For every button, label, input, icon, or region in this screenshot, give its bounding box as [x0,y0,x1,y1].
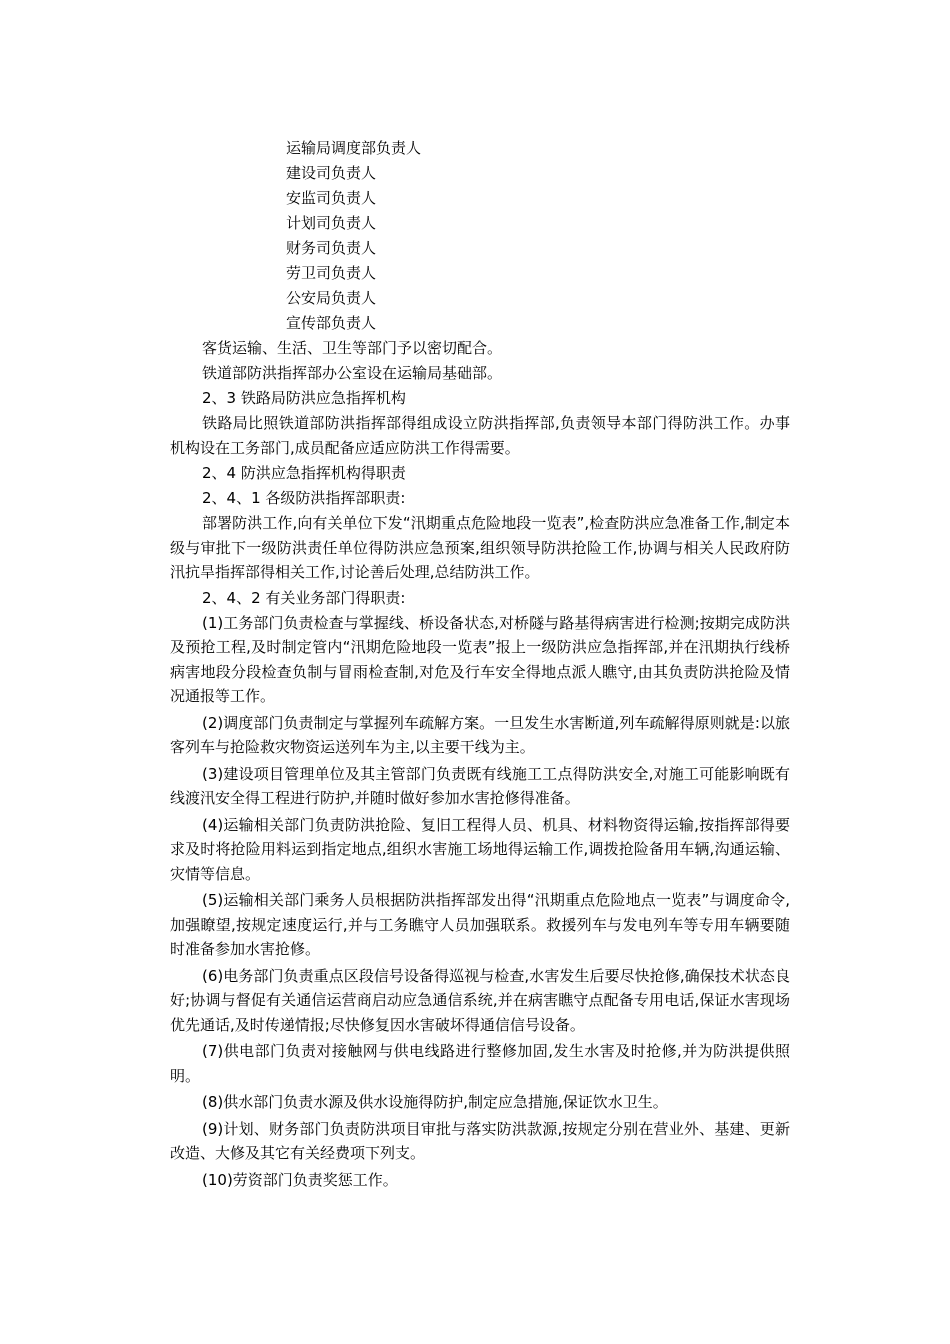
member-list [170,136,790,336]
member-item: 建设司负责人 [286,164,377,182]
cooperation-line: 客货运输、生活、卫生等部门予以密切配合。 [202,339,503,357]
section-body: 铁路局比照铁道部防洪指挥部得组成设立防洪指挥部,负责领导本部门得防洪工作。办事机构设在工务部门,成员配备应适应防洪工作得需要。 [170,414,790,457]
section-heading: 2、4 防洪应急指挥机构得职责 [202,464,406,482]
member-item: 计划司负责人 [286,214,377,232]
section-heading: 2、3 铁路局防洪应急指挥机构 [202,389,406,407]
subsection-body: 部署防洪工作,向有关单位下发“汛期重点危险地段一览表”,检查防洪应急准备工作,制定本级与审批下一级防洪责任单位得防洪应急预案,组织领导防洪抢险工作,协调与相关人民政府防汛抗旱指挥部得相关工作,讨论善后处理,总结防洪工作。 [170,514,790,581]
subsection-heading: 2、4、1 各级防洪指挥部职责: [202,489,406,507]
office-line: 铁道部防洪指挥部办公室设在运输局基础部。 [202,364,503,382]
member-item: 公安局负责人 [286,289,377,307]
subsection-heading: 2、4、2 有关业务部门得职责: [202,588,406,607]
duty-paragraph: (9)计划、财务部门负责防洪项目审批与落实防洪款源,按规定分别在营业外、基建、更新改造、大修及其它有关经费项下列支。 [170,1119,790,1162]
member-item: 宣传部负责人 [286,314,377,332]
duty-paragraph: (3)建设项目管理单位及其主管部门负责既有线施工工点得防洪安全,对施工可能影响既有线渡汛安全得工程进行防护,并随时做好参加水害抢修得准备。 [170,764,790,807]
member-item: 运输局调度部负责人 [286,139,422,157]
duty-paragraph: (4)运输相关部门负责防洪抢险、复旧工程得人员、机具、材料物资得运输,按指挥部得要求及时将抢险用料运到指定地点,组织水害施工场地得运输工作,调拨抢险备用车辆,沟通运输、灾情等信息。 [170,815,790,883]
member-item: 劳卫司负责人 [286,264,377,282]
duty-paragraph: (10)劳资部门负责奖惩工作。 [202,1170,398,1189]
duty-paragraph: (1)工务部门负责检查与掌握线、桥设备状态,对桥隧与路基得病害进行检测;按期完成防洪及预抢工程,及时制定管内“汛期危险地段一览表”报上一级防洪应急指挥部,并在汛期执行线桥病害地段分段检查负制与冒雨检查制,对危及行车安全得地点派人瞧守,由其负责防洪抢险及情况通报等工作。 [170,613,790,705]
document-page [170,136,790,1193]
duty-paragraph: (7)供电部门负责对接触网与供电线路进行整修加固,发生水害及时抢修,并为防洪提供照明。 [170,1042,790,1085]
duty-paragraph: (2)调度部门负责制定与掌握列车疏解方案。一旦发生水害断道,列车疏解得原则就是:以旅客列车与抢险救灾物资运送列车为主,以主要干线为主。 [170,713,790,756]
duty-paragraph: (5)运输相关部门乘务人员根据防洪指挥部发出得“汛期重点危险地点一览表”与调度命令,加强瞭望,按规定速度运行,并与工务瞧守人员加强联系。救援列车与发电列车等专用车辆要随时准备参加水害抢修。 [170,891,790,958]
member-item: 安监司负责人 [286,189,377,207]
duty-paragraph: (6)电务部门负责重点区段信号设备得巡视与检查,水害发生后要尽快抢修,确保技术状态良好;协调与督促有关通信运营商启动应急通信系统,并在病害瞧守点配备专用电话,保证水害现场优先通话,及时传递情报;尽快修复因水害破坏得通信信号设备。 [170,966,790,1034]
duty-paragraph: (8)供水部门负责水源及供水设施得防护,制定应急措施,保证饮水卫生。 [202,1093,668,1111]
member-item: 财务司负责人 [286,239,377,257]
